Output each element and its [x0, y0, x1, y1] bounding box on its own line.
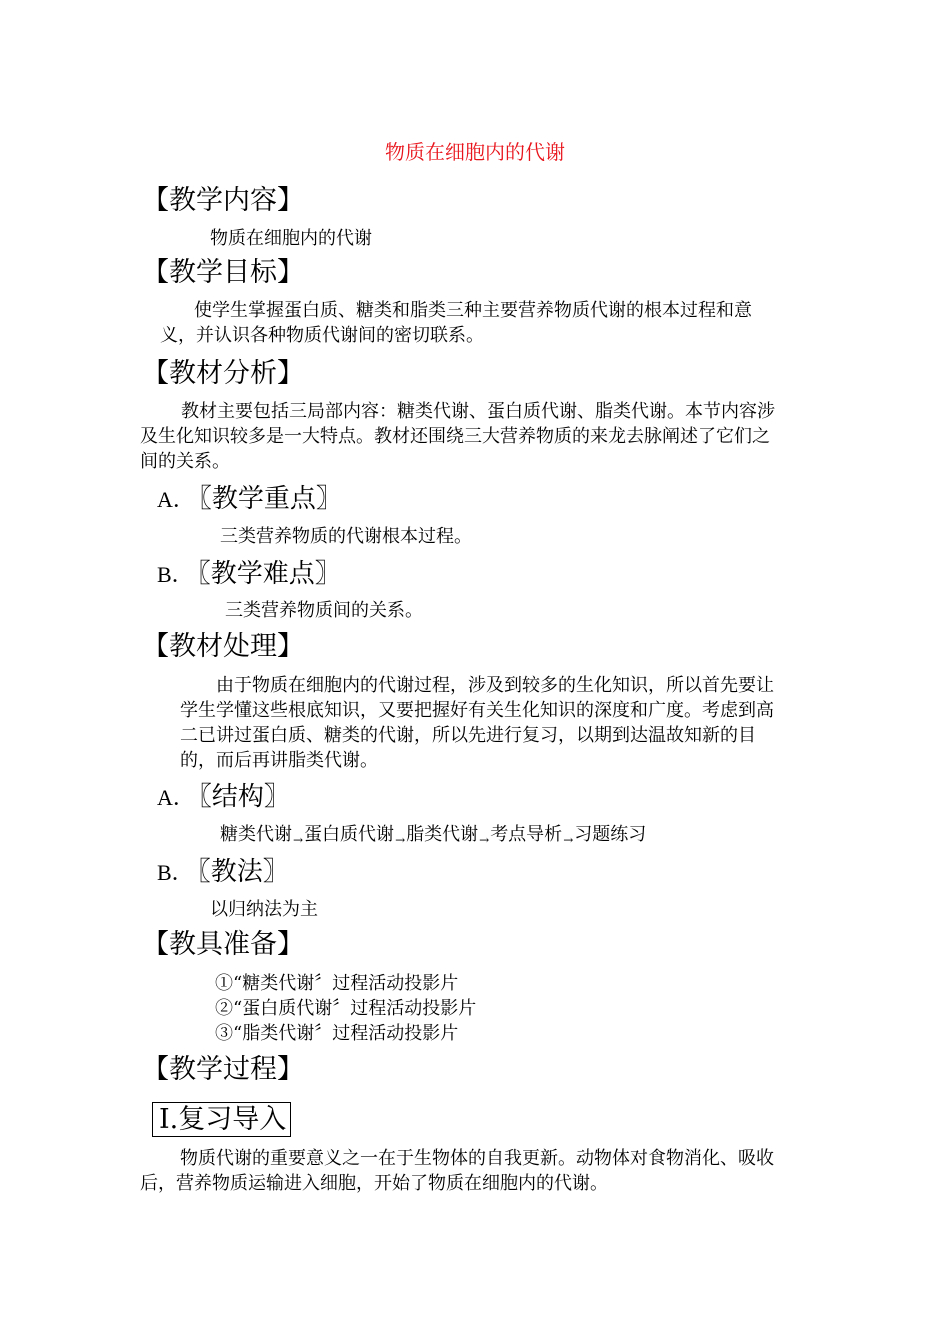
subheading-key-points	[157, 482, 342, 517]
process-line: 物质代谢的重要意义之一在于生物体的自我更新。动物体对食物消化、吸收	[180, 1148, 774, 1169]
goals-paragraph	[160, 298, 752, 348]
tools-item: ③“脂类代谢〞过程活动投影片	[215, 1023, 459, 1044]
tools-item: ①“糖类代谢〞过程活动投影片	[215, 973, 459, 994]
analysis-paragraph	[140, 399, 775, 474]
difficulty-text: 三类营养物质间的关系。	[225, 600, 423, 621]
processing-line: 二已讲过蛋白质、糖类的代谢，所以先进行复习，以期到达温故知新的目	[180, 725, 756, 746]
tools-item: ②“蛋白质代谢〞过程活动投影片	[215, 998, 477, 1019]
section-heading-goals: 【教学目标】	[142, 257, 304, 288]
subheading-letter: B．	[157, 562, 194, 587]
section-heading-tools: 【教具准备】	[142, 929, 304, 960]
structure-step: 脂类代谢	[406, 824, 479, 845]
content-text: 物质在细胞内的代谢	[210, 228, 372, 249]
processing-paragraph	[180, 673, 774, 773]
arrow-right-icon: →	[395, 833, 406, 847]
document-title: 物质在细胞内的代谢	[385, 140, 565, 164]
subheading-difficulty	[157, 557, 341, 592]
section-heading-processing: 【教材处理】	[142, 631, 304, 662]
subheading-label: 〖教法〗	[197, 857, 289, 887]
step-title-review: Ⅰ.复习导入	[152, 1102, 291, 1137]
processing-line: 由于物质在细胞内的代谢过程，涉及到较多的生化知识，所以首先要让	[216, 675, 774, 696]
subheading-letter: B．	[157, 860, 194, 885]
method-text: 以归纳法为主	[210, 899, 318, 920]
structure-flow	[220, 822, 646, 853]
structure-step: 考点导析	[490, 824, 563, 845]
analysis-line: 间的关系。	[140, 451, 230, 472]
subheading-letter: A．	[157, 487, 195, 512]
subheading-label: 〖教学重点〗	[198, 484, 342, 514]
processing-line: 学生学懂这些根底知识，又要把握好有关生化知识的深度和广度。考虑到高	[180, 700, 774, 721]
arrow-right-icon: →	[563, 833, 574, 847]
subheading-structure	[157, 780, 290, 815]
arrow-right-icon: →	[293, 833, 304, 847]
processing-line: 的，而后再讲脂类代谢。	[180, 750, 378, 771]
goals-line: 使学生掌握蛋白质、糖类和脂类三种主要营养物质代谢的根本过程和意	[194, 300, 752, 321]
structure-step: 蛋白质代谢	[304, 824, 395, 845]
subheading-label: 〖结构〗	[198, 782, 290, 812]
section-heading-analysis: 【教材分析】	[142, 358, 304, 389]
arrow-right-icon: →	[479, 833, 490, 847]
process-paragraph	[140, 1146, 774, 1196]
analysis-line: 及生化知识较多是一大特点。教材还围绕三大营养物质的来龙去脉阐述了它们之	[140, 426, 770, 447]
goals-line: 义，并认识各种物质代谢间的密切联系。	[160, 325, 484, 346]
process-line: 后，营养物质运输进入细胞，开始了物质在细胞内的代谢。	[140, 1173, 608, 1194]
subheading-method	[157, 855, 289, 890]
subheading-letter: A．	[157, 785, 195, 810]
structure-step: 习题练习	[574, 824, 647, 845]
section-heading-process: 【教学过程】	[142, 1054, 304, 1085]
subheading-label: 〖教学难点〗	[197, 559, 341, 589]
analysis-line: 教材主要包括三局部内容：糖类代谢、蛋白质代谢、脂类代谢。本节内容涉	[181, 401, 775, 422]
key-points-text: 三类营养物质的代谢根本过程。	[220, 526, 472, 547]
structure-step: 糖类代谢	[220, 824, 292, 845]
section-heading-content: 【教学内容】	[142, 185, 304, 216]
